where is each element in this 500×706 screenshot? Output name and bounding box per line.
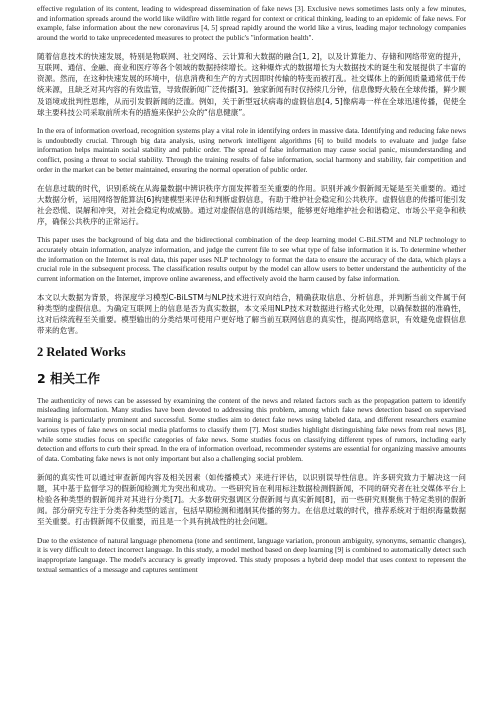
paragraph-3-chinese: 本文以大数据为背景，将深度学习模型C-BiLSTM与NLP技术进行双向结合，精确获取信息、分析信息，并判断当前文件属于何种类型的虚假信息。为确定互联网上的信息是否为真实数据，本文采用NLP技术对数据进行格式化处理，以确保数据的准确性，这对后续流程至关重要。模型输出的分类结果可使用户更好地了解当前互联网信息的真实性，提高网络意识，有效避免虚假信息带来的危害。 <box>37 292 466 336</box>
paragraph-1-chinese: 随着信息技术的快速发展，特别是物联网、社交网络、云计算和大数据的融合[1, 2]，以及计算能力、存储和网络带宽的提升，互联网、通信、金融、商业和医疗等各个领域的数据持续增长。这种爆炸式的数据增长为大数据技术的诞生和发展提供了丰富的资源。然而，在这种快速发展的环境中，信息消费和生产的方式因即时传输的特变而被打乱。社交媒体上的新闻质量通常低于传统来源，且缺乏对其内容的有效监管，导致假新闻广泛传播[3]。独家新闻有时仅持续几分钟，信息像野火般在全球传播，鲜少顾及语境或批判性思维，从而引发假新闻的泛滥。例如，关于新型冠状病毒的虚假信息[4, 5]像病毒一样在全球迅速传播，促使全球主要科技公司采取前所未有的措施来保护公众的“信息健康”。 <box>37 51 466 117</box>
section-heading-english: 2 Related Works <box>37 344 126 359</box>
paragraph-2-chinese: 在信息过载的时代，识别系统在从海量数据中辨识秩序方面发挥着至关重要的作用。识别并减少假新闻无疑是至关重要的。通过大数据分析，运用网络智能算法[6]构建模型来评估和判断虚假信息，有助于维护社会稳定和公共秩序。虚假信息的传播可能引发社会恐慌、误解和冲突，对社会稳定构成威胁。通过对虚假信息的训练结果，能够更好地维护社会和谐稳定、市场公平竞争和秩序，确保公共秩序的正常运行。 <box>37 183 466 227</box>
paragraph-4-chinese: 新闻的真实性可以通过审查新闻内容及相关因素（如传播模式）来进行评估，以识别误导性信息。许多研究致力于解决这一问题，其中基于监督学习的假新闻检测尤为突出和成功。一些研究旨在利用标注数据检测假新闻，不同的研究者在社交媒体平台上检验各种类型的假新闻并对其进行分类[7]。大多数研究强调区分假新闻与真实新闻[8]，而一些研究则聚焦于特定类别的假新闻。部分研究专注于分类各种类型的谣言，包括早期检测和遏制其传播的努力。在信息过载的时代，推荐系统对于组织海量数据至关重要。打击假新闻不仅重要，而且是一个具有挑战性的社会问题。 <box>37 472 466 527</box>
paragraph-1-english: effective regulation of its content, leading to widespread dissemination of fake news [3]. Exclusive news sometimes lasts only a few minutes, and information spreads around the world like wildfire with little regard for context or critical thinking, leading to an epidemic of fake news. For example, false information about the new coronavirus [4, 5] spread rapidly around the world like a virus, leading major technology companies around the world to take unprecedented measures to protect the public's "information health". <box>37 4 466 43</box>
section-heading-chinese: 2 相关工作 <box>37 370 101 386</box>
paragraph-4-english: The authenticity of news can be assessed by examining the content of the news and related factors such as the propagation pattern to identify misleading information. Many studies have been devoted to addressing this problem, among which fake news detection based on supervised learning is particularly prominent and successful. Some studies aim to detect fake news using labeled data, and different researchers examine various types of fake news on social media platforms to classify them [7]. Most studies highlight distinguishing fake news from real news [8], while some studies focus on specific categories of fake news. Some studies focus on classifying different types of rumors, including early detection and efforts to curb their spread. In the era of information overload, recommender systems are essential for organizing massive amounts of data. Combating fake news is not only important but also a challenging social problem. <box>37 395 466 463</box>
paper-page <box>37 4 466 582</box>
paragraph-3-english: This paper uses the background of big data and the bidirectional combination of the deep learning model C-BiLSTM and NLP technology to accurately obtain information, analyze information, and judge the current file to see what type of false information it is. To determine whether the information on the Internet is real data, this paper uses NLP technology to format the data to ensure the accuracy of the data, which plays a crucial role in the subsequent process. The classification results output by the model can allow users to better understand the authenticity of the current information on the Internet, improve online awareness, and effectively avoid the harm caused by false information. <box>37 235 466 284</box>
paragraph-5-english: Due to the existence of natural language phenomena (tone and sentiment, language variation, pronoun ambiguity, synonyms, semantic changes), it is very difficult to detect incorrect language. In this study, a model method based on deep learning [9] is combined to automatically detect such inappropriate language. The model's accuracy is greatly improved. This study proposes a hybrid deep model that uses context to represent the textual semantics of a message and captures sentiment <box>37 535 466 574</box>
paragraph-2-english: In the era of information overload, recognition systems play a vital role in identifying orders in massive data. Identifying and reducing fake news is undoubtedly crucial. Through big data analysis, using network intelligent algorithms [6] to build models to evaluate and judge false information helps maintain social stability and public order. The spread of false information may cause social panic, misunderstanding and conflict, posing a threat to social stability. Through the training results of false information, social harmony and stability, fair competition and order in the market can be better maintained, ensuring the normal operation of public order. <box>37 126 466 174</box>
